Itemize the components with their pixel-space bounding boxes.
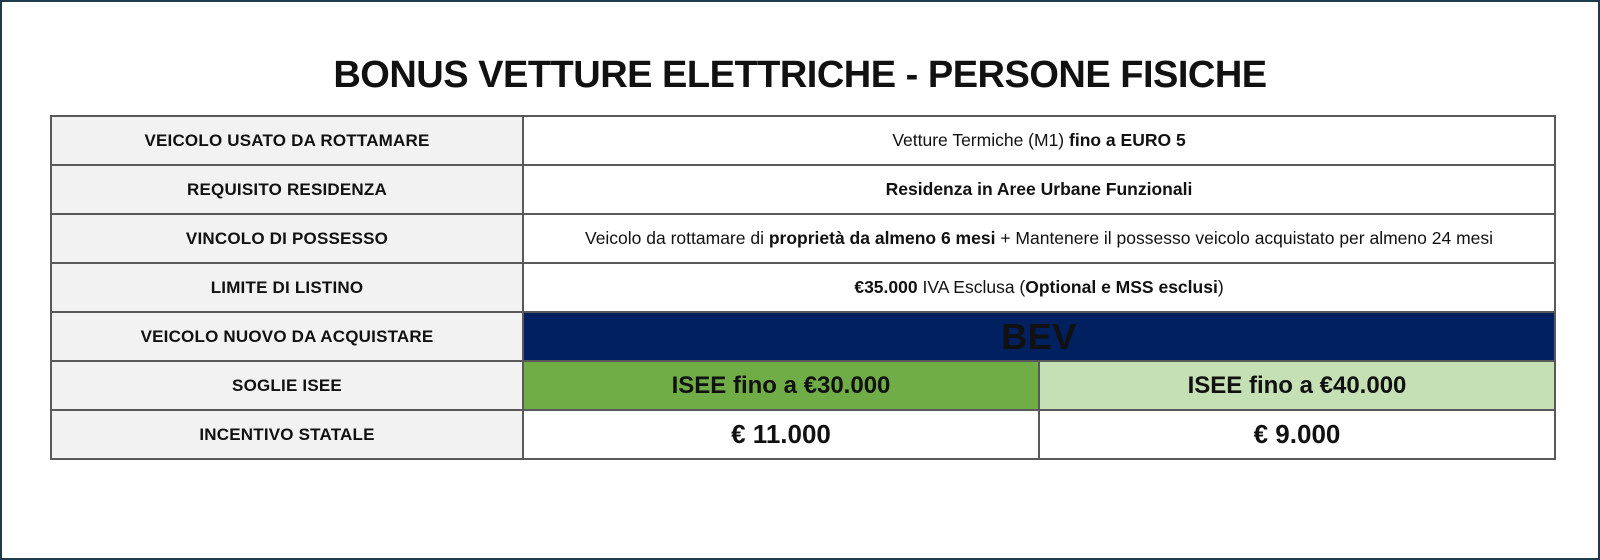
row-label-veicolo-usato: VEICOLO USATO DA ROTTAMARE (51, 116, 523, 165)
row-value-limite-listino (523, 263, 1555, 312)
value-text-bold: fino a EURO 5 (1069, 130, 1186, 150)
amount-cell-9000: € 9.000 (1039, 410, 1555, 459)
row-label-veicolo-nuovo: VEICOLO NUOVO DA ACQUISTARE (51, 312, 523, 361)
value-text-bold: €35.000 (854, 277, 918, 297)
table-row-incentivo-statale (51, 410, 1555, 459)
row-label-incentivo-statale: INCENTIVO STATALE (51, 410, 523, 459)
row-value-vincolo-possesso (523, 214, 1555, 263)
isee-cell-30000: ISEE fino a €30.000 (523, 361, 1039, 410)
value-text-bold: Optional e MSS esclusi (1025, 277, 1218, 297)
table-row-soglie-isee (51, 361, 1555, 410)
row-label-soglie-isee: SOGLIE ISEE (51, 361, 523, 410)
value-text-normal: Vetture Termiche (M1) (892, 130, 1069, 150)
table-row-veicolo-nuovo (51, 312, 1555, 361)
row-label-limite-listino: LIMITE DI LISTINO (51, 263, 523, 312)
amount-cell-11000: € 11.000 (523, 410, 1039, 459)
bev-banner-cell: BEV (523, 312, 1555, 361)
isee-cell-40000: ISEE fino a €40.000 (1039, 361, 1555, 410)
value-text-normal: IVA Esclusa ( (917, 277, 1026, 297)
table-row-vincolo-possesso (51, 214, 1555, 263)
value-text-normal: Veicolo da rottamare di (584, 228, 769, 248)
table-row-requisito-residenza (51, 165, 1555, 214)
row-label-requisito-residenza: REQUISITO RESIDENZA (51, 165, 523, 214)
value-text-bold: proprietà da almeno 6 mesi (768, 228, 996, 248)
value-text-normal: + Mantenere il possesso veicolo acquistato per almeno 24 mesi (995, 228, 1494, 248)
value-text-normal: ) (1217, 277, 1224, 297)
bonus-table (50, 115, 1556, 460)
table-row-veicolo-usato (51, 116, 1555, 165)
row-label-vincolo-possesso: VINCOLO DI POSSESSO (51, 214, 523, 263)
page-title: BONUS VETTURE ELETTRICHE - PERSONE FISICHE (333, 54, 1267, 96)
row-value-veicolo-usato (523, 116, 1555, 165)
row-value-requisito-residenza (523, 165, 1555, 214)
table-row-limite-listino (51, 263, 1555, 312)
value-text-bold: Residenza in Aree Urbane Funzionali (885, 179, 1193, 199)
